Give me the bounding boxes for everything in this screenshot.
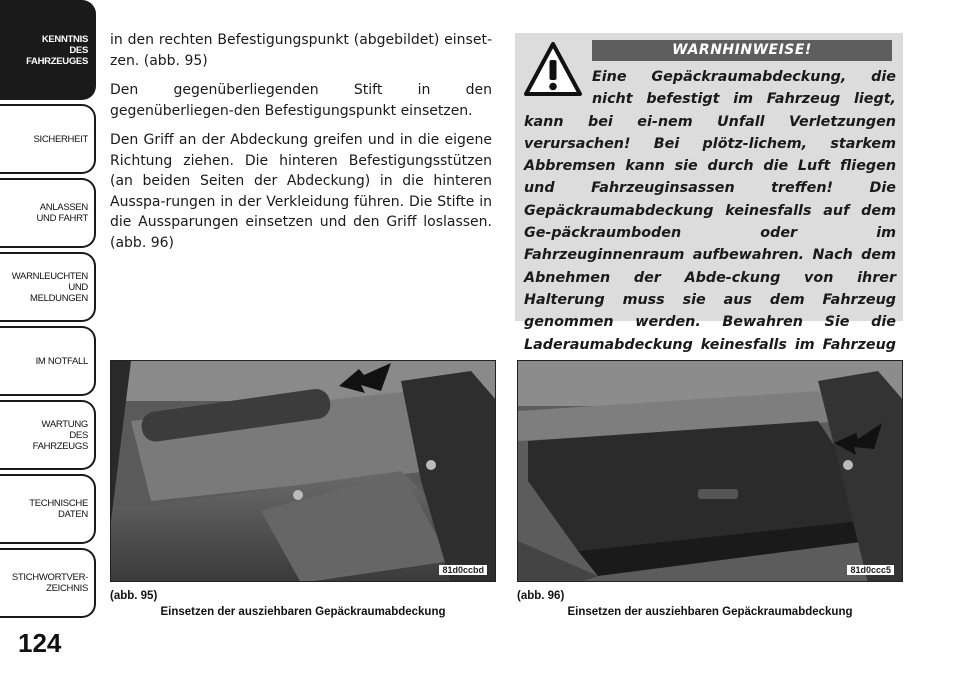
tab-kenntnis-des-fahrzeuges[interactable]: KENNTNIS DES FAHRZEUGES (0, 0, 96, 100)
figure-code: 81d0ccbd (439, 565, 487, 575)
tab-im-notfall[interactable]: IM NOTFALL (0, 326, 96, 396)
chapter-tabs (0, 0, 100, 678)
warning-text: Eine Gepäckraumabdeckung, die nicht befestigt im Fahrzeug liegt, kann bei ei-nem Unfall Verletzungen verursachen! Bei plötz-lichem, starkem Abbremsen kann sie durch die Luft fliegen und Fahrzeuginsassen treffen! Die Gepäckraumabdeckung keinesfalls auf dem Ge-päckraumboden oder im Fahrzeuginnenraum aufbewahren. Nach dem Abnehmen der Abde-ckung von ihrer Halterung muss sie aus dem Fahrzeug genommen werden. Bewahren Sie die Laderaumabdeckung keinesfalls im Fahrzeug (524, 69, 896, 353)
paragraph: Den gegenüberliegenden Stift in den gegenüberliegen-den Befestigungspunkt einsetzen. (110, 82, 492, 119)
tab-wartung-des-fahrzeugs[interactable]: WARTUNG DES FAHRZEUGS (0, 400, 96, 470)
tab-technische-daten[interactable]: TECHNISCHE DATEN (0, 474, 96, 544)
tab-stichwortverzeichnis[interactable]: STICHWORTVER- ZEICHNIS (0, 548, 96, 618)
warning-text-block (524, 66, 896, 378)
figure-95-image (110, 360, 496, 582)
tab-sicherheit[interactable]: SICHERHEIT (0, 104, 96, 174)
paragraph: Den Griff an der Abdeckung greifen und in die eigene Richtung ziehen. Die hinteren Befestigungsstützen (an beiden Seiten der Abdeckung) in die hinteren Ausspa-rungen in der Verkleidung führen. Die Stifte in die Aussparungen einsetzen und den Griff loslassen. (abb. 96) (110, 132, 492, 251)
body-text (110, 30, 492, 262)
page-number: 124 (18, 628, 62, 658)
figure-96-image (517, 360, 903, 582)
figure-96-caption: Einsetzen der ausziehbaren Gepäckraumabdeckung (567, 606, 853, 618)
tab-anlassen-und-fahrt[interactable]: ANLASSEN UND FAHRT (0, 178, 96, 248)
figure-95-label: (abb. 95) (110, 590, 158, 602)
figure-code: 81d0ccc5 (847, 565, 894, 575)
figure-95-caption: Einsetzen der ausziehbaren Gepäckraumabdeckung (160, 606, 446, 618)
paragraph: in den rechten Befestigungspunkt (abgebildet) einset-zen. (abb. 95) (110, 32, 492, 69)
tab-warnleuchten-und-meldungen[interactable]: WARNLEUCHTEN UND MELDUNGEN (0, 252, 96, 322)
warning-heading: WARNHINWEISE! (592, 40, 892, 61)
figure-96-label: (abb. 96) (517, 590, 565, 602)
